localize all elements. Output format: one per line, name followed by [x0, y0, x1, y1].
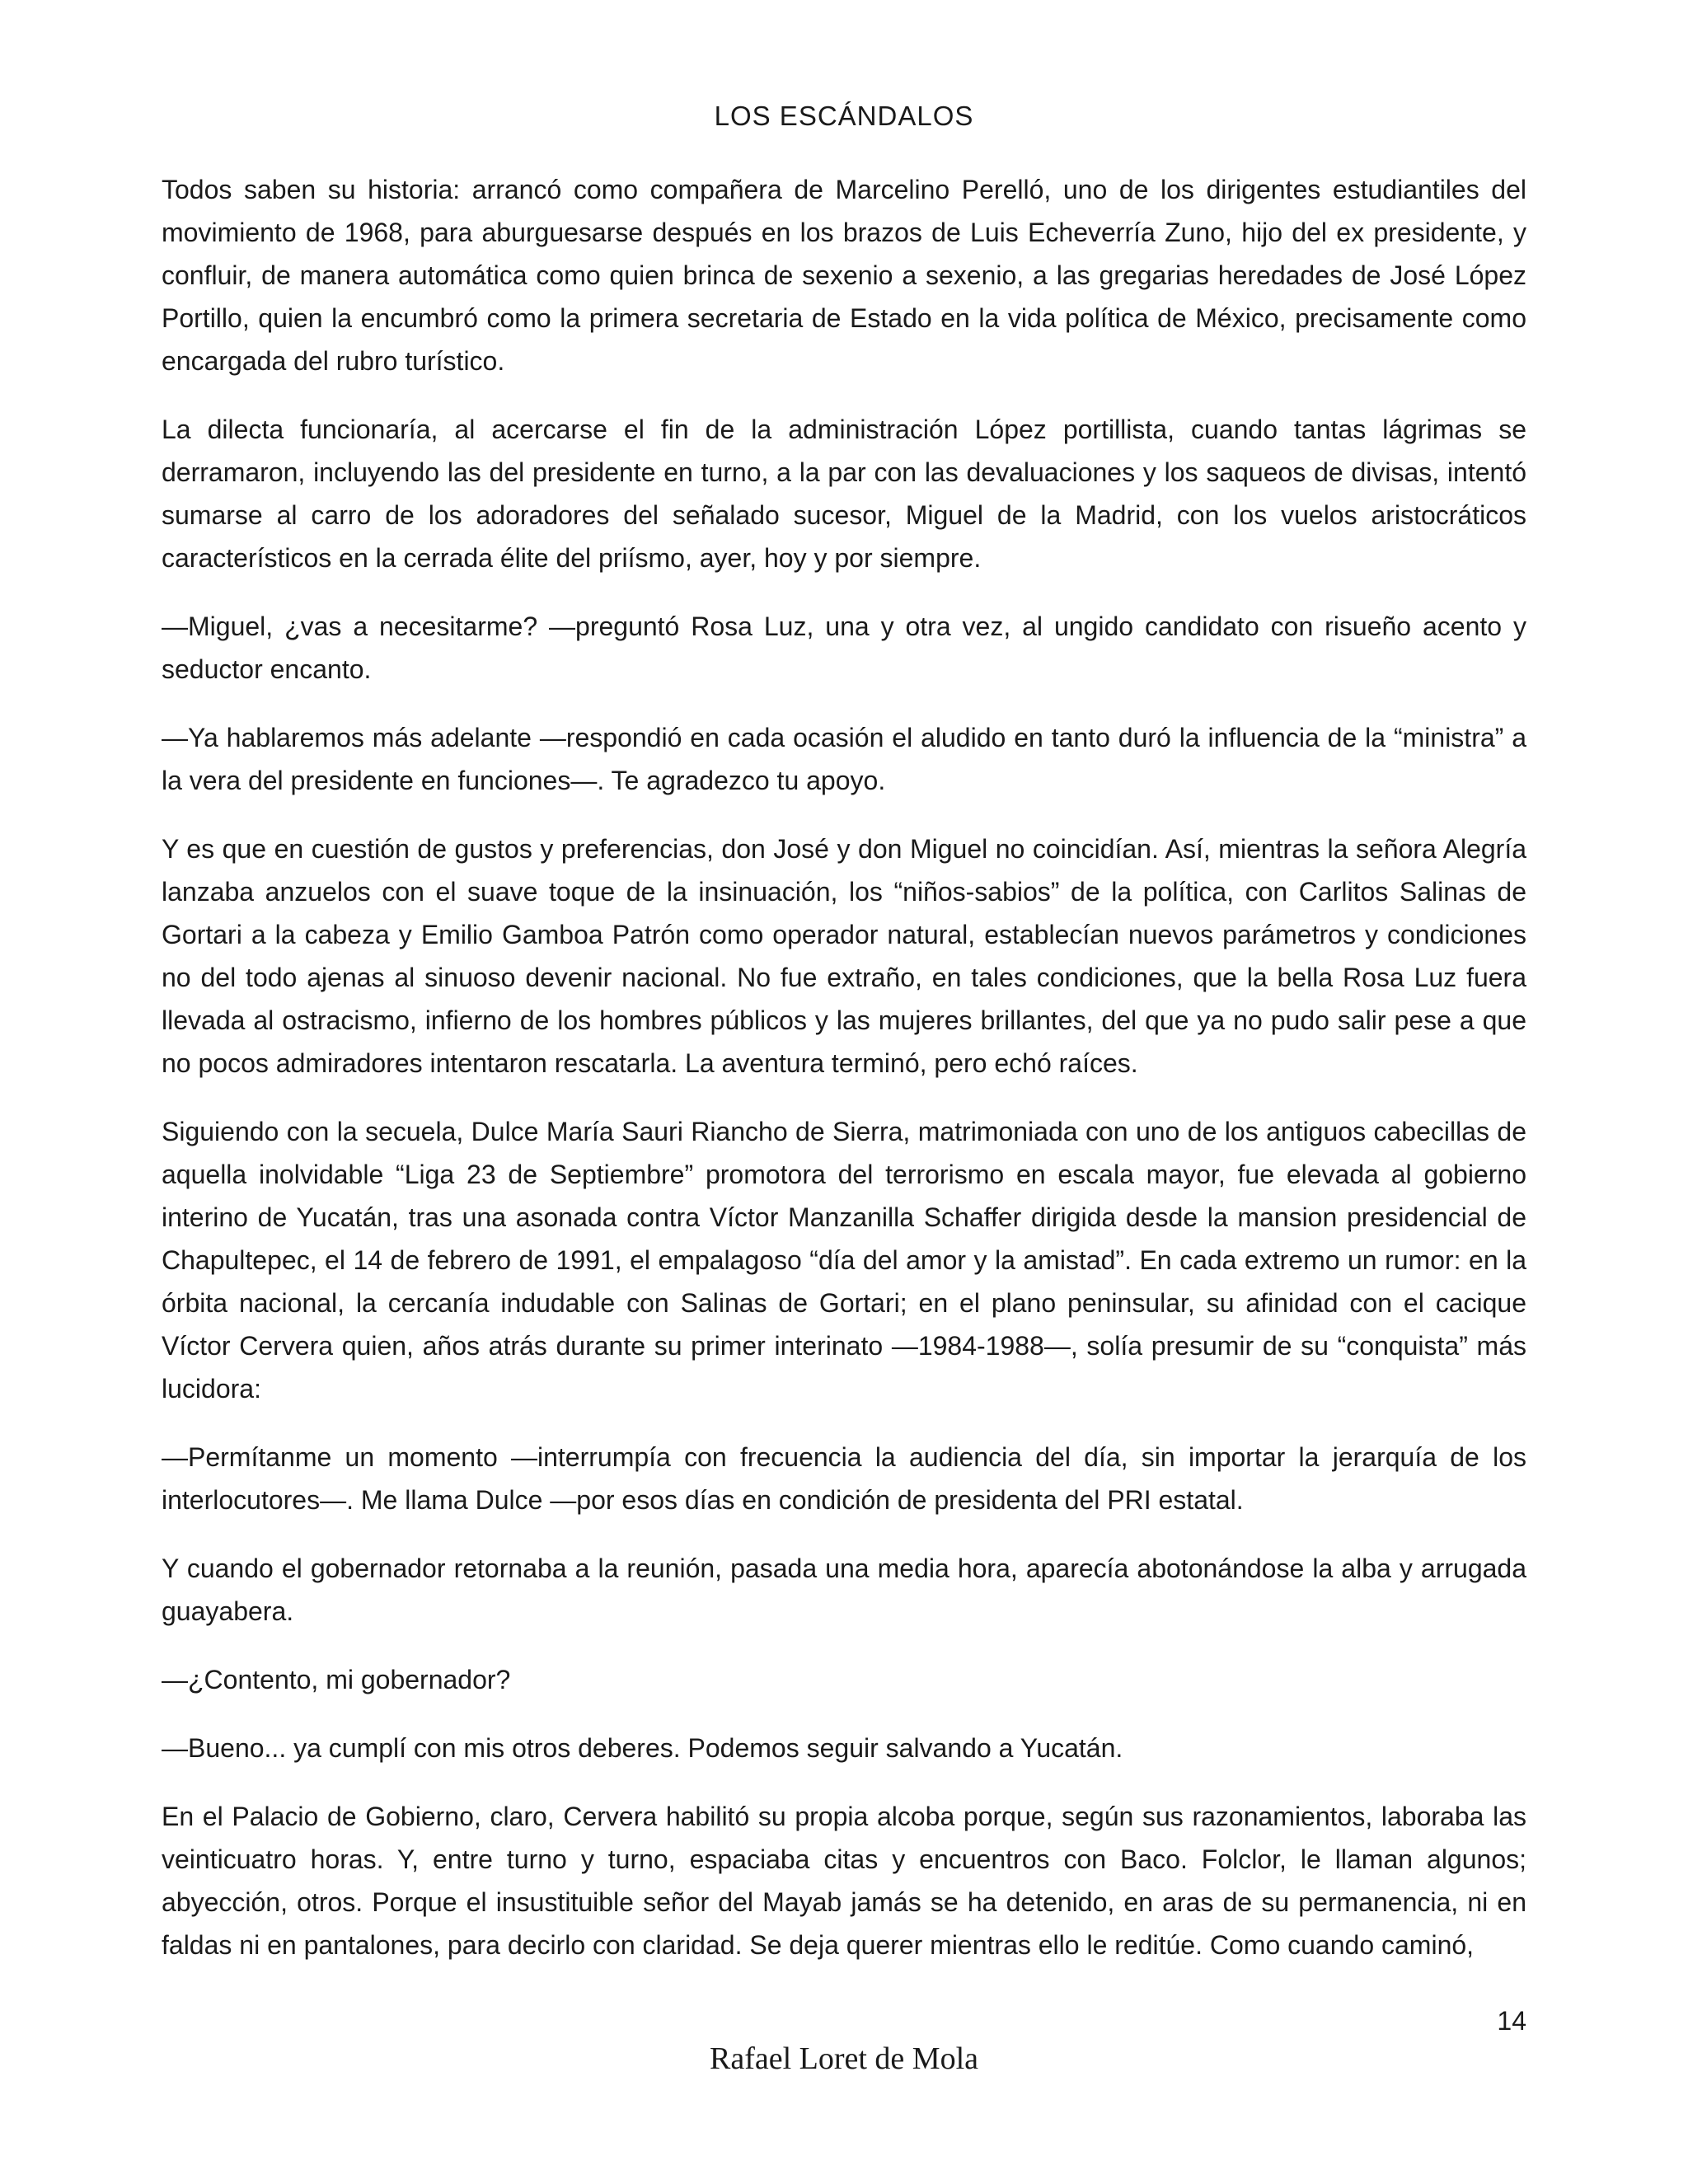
footer-author: Rafael Loret de Mola — [709, 2041, 979, 2076]
body-text — [162, 168, 1526, 1992]
paragraph: —Miguel, ¿vas a necesitarme? —preguntó Rosa Luz, una y otra vez, al ungido candidato con risueño acento y seductor encanto. — [162, 612, 1526, 684]
paragraph: Siguiendo con la secuela, Dulce María Sauri Riancho de Sierra, matrimoniada con uno de los antiguos cabecillas de aquella inolvidable “Liga 23 de Septiembre” promotora del terrorismo en escala mayor, fue elevada al gobierno interino de Yucatán, tras una asonada contra Víctor Manzanilla Schaffer dirigida desde la mansion presidencial de Chapultepec, el 14 de febrero de 1991, el empalagoso “día del amor y la amistad”. En cada extremo un rumor: en la órbita nacional, la cercanía indudable con Salinas de Gortari; en el plano peninsular, su afinidad con el cacique Víctor Cervera quien, años atrás durante su primer interinato —1984-1988—, solía presumir de su “conquista” más lucidora: — [162, 1117, 1526, 1404]
paragraph: Y cuando el gobernador retornaba a la reunión, pasada una media hora, aparecía abotonándose la alba y arrugada guayabera. — [162, 1554, 1526, 1626]
paragraph: —¿Contento, mi gobernador? — [162, 1665, 511, 1694]
paragraph: En el Palacio de Gobierno, claro, Cervera habilitó su propia alcoba porque, según sus razonamientos, laboraba las veinticuatro horas. Y, entre turno y turno, espaciaba citas y encuentros con Baco. Folclor, le llaman algunos; abyección, otros. Porque el insustituible señor del Mayab jamás se ha detenido, en aras de su permanencia, ni en faldas ni en pantalones, para decirlo con claridad. Se deja querer mientras ello le reditúe. Como cuando caminó, — [162, 1802, 1526, 1960]
paragraph: Y es que en cuestión de gustos y preferencias, don José y don Miguel no coincidían. Así, mientras la señora Alegría lanzaba anzuelos con el suave toque de la insinuación, los “niños-sabios” de la política, con Carlitos Salinas de Gortari a la cabeza y Emilio Gamboa Patrón como operador natural, establecían nuevos parámetros y condiciones no del todo ajenas al sinuoso devenir nacional. No fue extraño, en tales condiciones, que la bella Rosa Luz fuera llevada al ostracismo, infierno de los hombres públicos y las mujeres brillantes, del que ya no pudo salir pese a que no pocos admiradores intentaron rescatarla. La aventura terminó, pero echó raíces. — [162, 834, 1526, 1078]
paragraph: —Permítanme un momento —interrumpía con frecuencia la audiencia del día, sin importar la jerarquía de los interlocutores—. Me llama Dulce —por esos días en condición de presidenta del PRI estatal. — [162, 1442, 1526, 1515]
paragraph: Todos saben su historia: arrancó como compañera de Marcelino Perelló, uno de los dirigentes estudiantiles del movimiento de 1968, para aburguesarse después en los brazos de Luis Echeverría Zuno, hijo del ex presidente, y confluir, de manera automática como quien brinca de sexenio a sexenio, a las gregarias heredades de José López Portillo, quien la encumbró como la primera secretaria de Estado en la vida política de México, precisamente como encargada del rubro turístico. — [162, 175, 1526, 376]
running-header: LOS ESCÁNDALOS — [714, 101, 974, 131]
paragraph: —Ya hablaremos más adelante —respondió en cada ocasión el aludido en tanto duró la influencia de la “ministra” a la vera del presidente en funciones—. Te agradezco tu apoyo. — [162, 723, 1526, 795]
paragraph: —Bueno... ya cumplí con mis otros deberes. Podemos seguir salvando a Yucatán. — [162, 1733, 1123, 1763]
page-number: 14 — [1497, 2006, 1526, 2036]
paragraph: La dilecta funcionaría, al acercarse el fin de la administración López portillista, cuando tantas lágrimas se derramaron, incluyendo las del presidente en turno, a la par con las devaluaciones y los saqueos de divisas, intentó sumarse al carro de los adoradores del señalado sucesor, Miguel de la Madrid, con los vuelos aristocráticos característicos en la cerrada élite del priísmo, ayer, hoy y por siempre. — [162, 415, 1526, 573]
